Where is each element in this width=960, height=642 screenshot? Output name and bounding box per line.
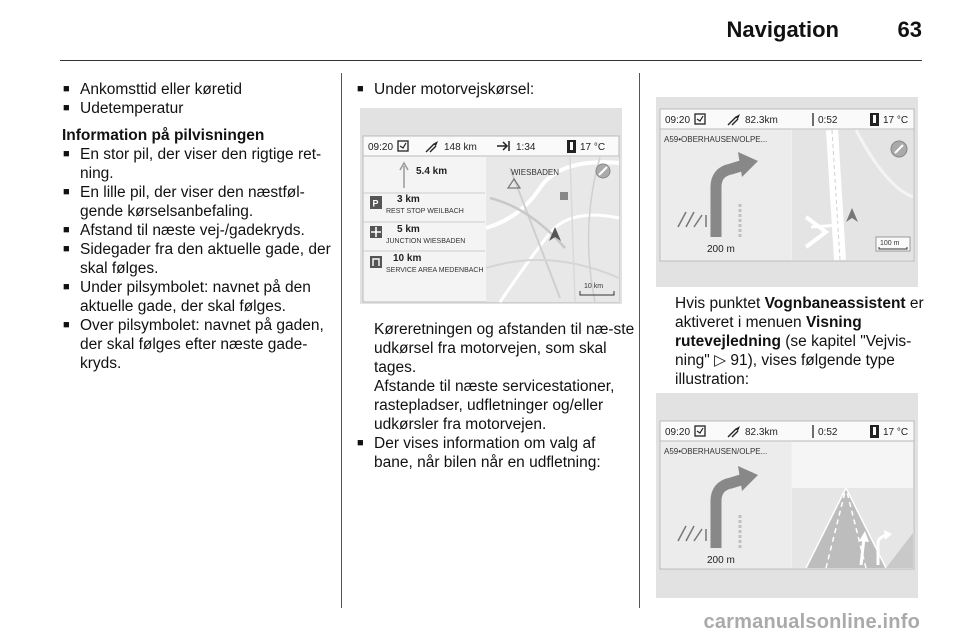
paragraph: Køreretningen og afstanden til næ-ste udkørsel fra motorvejen, som skal tages. <box>374 321 635 376</box>
list-item: 3 km <box>397 194 420 205</box>
arrow-distance: 200 m <box>707 244 735 255</box>
page-number: 63 <box>897 17 922 42</box>
section-heading: Information på pilvisningen <box>62 127 265 144</box>
map-city-label: WIESBADEN <box>511 168 560 177</box>
column-2-text <box>356 320 636 472</box>
list-item: ■ Afstand til næste vej-/gadekryds. <box>62 221 332 240</box>
list-item: ■ Udetemperatur <box>62 99 332 118</box>
temperature-readout: 17 °C <box>883 115 909 126</box>
list-item: ■ Under pilsymbolet: navnet på den aktuelle gade, der skal følges. <box>62 278 332 316</box>
arrow-distance: 200 m <box>707 555 735 566</box>
street-label: A59•OBERHAUSEN/OLPE... <box>664 447 768 456</box>
reference-arrow-icon: ▷ <box>714 352 727 369</box>
list-item: ■ Over pilsymbolet: navnet på gaden, der skal følges efter næste gade-kryds. <box>62 316 332 373</box>
map-view <box>486 157 619 302</box>
time-readout: 09:20 <box>368 142 394 153</box>
thermometer-icon <box>870 425 879 438</box>
column-1 <box>62 80 332 373</box>
list-item: ■ Sidegader fra den aktuelle gade, der skal følges. <box>62 240 332 278</box>
list-item: ■ Ankomsttid eller køretid <box>62 80 332 99</box>
time-readout: 09:20 <box>665 427 691 438</box>
watermark-link[interactable]: carmanualsonline.info <box>703 611 920 633</box>
lane-view <box>792 442 913 568</box>
nav-screen-motorway <box>360 108 622 304</box>
eta-readout: 1:34 <box>516 142 536 153</box>
thermometer-icon <box>567 140 576 153</box>
temperature-readout: 17 °C <box>883 427 909 438</box>
column-3-text <box>675 294 927 389</box>
list-item: SERVICE AREA MEDENBACH <box>386 267 484 274</box>
list-item: REST STOP WEILBACH <box>386 208 464 215</box>
paragraph: Afstande til næste servicestationer, rastepladser, udfletninger og/eller udkørsler fra motorvejen. <box>374 378 615 433</box>
time-readout: 09:20 <box>665 115 691 126</box>
thermometer-icon <box>870 113 879 126</box>
list-item: ■ Der vises information om valg af bane, når bilen når en udfletning: <box>356 434 636 472</box>
svg-text:100 m: 100 m <box>880 240 900 247</box>
header-divider <box>60 60 922 61</box>
column-divider-1 <box>341 73 342 608</box>
nav-screen-lane-map <box>656 97 918 287</box>
service-area-icon <box>370 256 382 268</box>
list-item: 10 km <box>393 253 422 264</box>
svg-text:P: P <box>372 198 379 209</box>
map-scale <box>876 237 910 251</box>
compass-icon <box>891 141 907 157</box>
paragraph: Hvis punktet Vognbaneassistent er aktiveret i menuen Visning rutevejledning (se kapitel "Vejvis-ning" ▷ 91), vises følgende type illustration: <box>675 295 924 388</box>
junction-icon <box>370 226 382 238</box>
temperature-readout: 17 °C <box>580 142 606 153</box>
column-divider-2 <box>639 73 640 608</box>
compass-icon <box>596 164 610 178</box>
list-item: ■ Under motorvejskørsel: <box>356 80 628 99</box>
eta-readout: 0:52 <box>818 115 838 126</box>
page-title: Navigation <box>726 17 839 42</box>
parking-icon <box>370 196 382 209</box>
list-item: 5 km <box>397 224 420 235</box>
eta-readout: 0:52 <box>818 427 838 438</box>
distance-readout: 82.3km <box>745 115 778 126</box>
list-item: ■ En lille pil, der viser den næstføl-gende kørselsanbefaling. <box>62 183 332 221</box>
list-item: ■ En stor pil, der viser den rigtige ret-ning. <box>62 145 332 183</box>
list-item: JUNCTION WIESBADEN <box>386 238 466 245</box>
column-2 <box>356 80 628 99</box>
distance-readout: 148 km <box>444 142 477 153</box>
distance-readout: 82.3km <box>745 427 778 438</box>
next-exit-distance: 5.4 km <box>416 166 448 177</box>
nav-screen-lane-assist <box>656 393 918 598</box>
street-label: A59•OBERHAUSEN/OLPE... <box>664 135 768 144</box>
svg-text:10 km: 10 km <box>584 283 604 290</box>
